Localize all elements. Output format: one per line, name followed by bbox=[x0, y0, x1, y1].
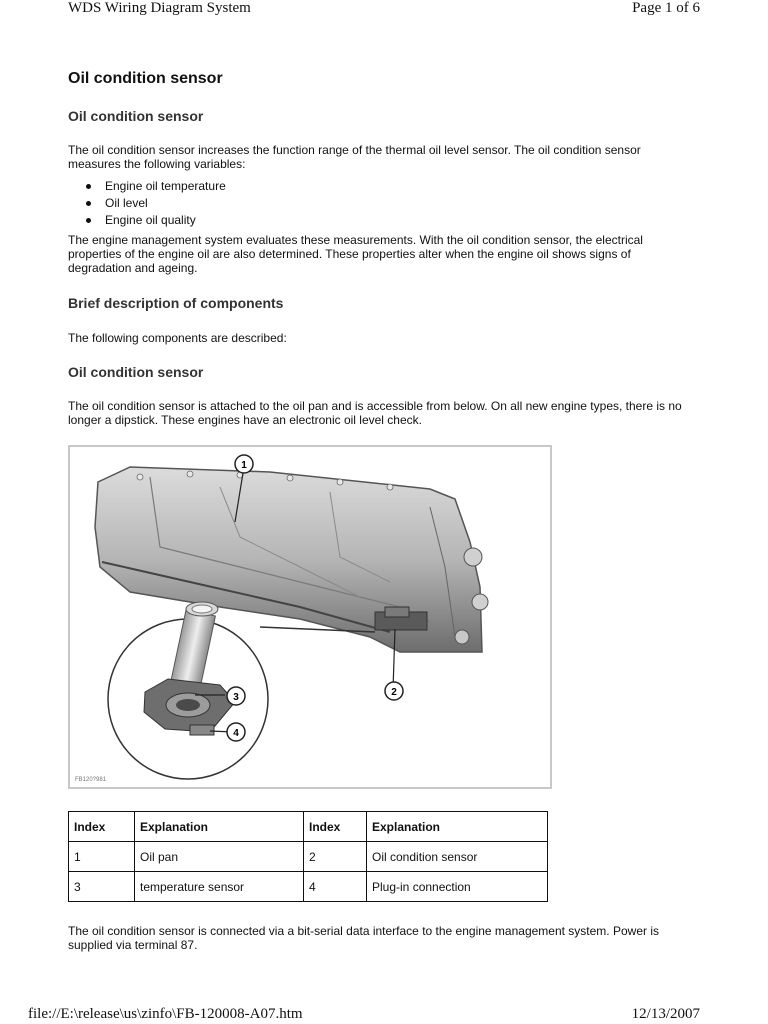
table-row bbox=[69, 872, 548, 902]
sensor-paragraph: The oil condition sensor is attached to the oil pan and is accessible from below. On all new engine types, there is no longer a dipstick. These engines have an electronic oil level check. bbox=[68, 399, 682, 427]
page-number: Page 1 of 6 bbox=[632, 0, 700, 16]
table-cell: Oil condition sensor bbox=[367, 842, 548, 872]
section-heading-sensor: Oil condition sensor bbox=[68, 364, 204, 380]
header-title: WDS Wiring Diagram System bbox=[68, 0, 251, 16]
column-header: Index bbox=[69, 812, 135, 842]
list-item: Engine oil temperature bbox=[86, 178, 226, 195]
table-cell: 3 bbox=[69, 872, 135, 902]
page-title: Oil condition sensor bbox=[68, 70, 223, 87]
list-item: Oil level bbox=[86, 195, 226, 212]
table-cell: Plug-in connection bbox=[367, 872, 548, 902]
table-cell: 4 bbox=[304, 872, 367, 902]
callout-3 bbox=[227, 687, 245, 705]
table-cell: 2 bbox=[304, 842, 367, 872]
print-date: 12/13/2007 bbox=[631, 1006, 700, 1022]
callout-4 bbox=[227, 723, 245, 741]
column-header: Index bbox=[304, 812, 367, 842]
intro-paragraph: The oil condition sensor increases the function range of the thermal oil level sensor. The oil condition sensor measures the following variables: bbox=[68, 143, 641, 171]
file-path: file://E:\release\us\zinfo\FB-120008-A07.htm bbox=[28, 1006, 303, 1022]
page-footer bbox=[28, 1006, 700, 1024]
oil-pan-drawing bbox=[70, 447, 550, 787]
closing-paragraph: The oil condition sensor is connected via a bit-serial data interface to the engine management system. Power is supplied via terminal 87. bbox=[68, 924, 659, 952]
table-cell: 1 bbox=[69, 842, 135, 872]
list-item: Engine oil quality bbox=[86, 212, 226, 229]
components-paragraph: The following components are described: bbox=[68, 331, 287, 345]
figure-code: FB120?981 bbox=[75, 777, 107, 783]
variables-list bbox=[86, 178, 226, 229]
section-heading-overview: Oil condition sensor bbox=[68, 108, 204, 124]
table-row bbox=[69, 842, 548, 872]
column-header: Explanation bbox=[367, 812, 548, 842]
oil-pan-illustration bbox=[68, 445, 552, 789]
column-header: Explanation bbox=[135, 812, 304, 842]
section-heading-components: Brief description of components bbox=[68, 295, 284, 311]
table-cell: temperature sensor bbox=[135, 872, 304, 902]
index-table bbox=[68, 811, 548, 902]
callout-1 bbox=[235, 455, 253, 473]
evaluation-paragraph: The engine management system evaluates these measurements. With the oil condition sensor, the electrical properties of the engine oil are also determined. These properties alter when the engine oil shows signs of degradation and ageing. bbox=[68, 233, 643, 275]
page-header bbox=[28, 0, 700, 22]
callout-2 bbox=[385, 682, 403, 700]
callout-label: 2 bbox=[391, 687, 397, 698]
callout-label: 4 bbox=[233, 728, 239, 739]
table-cell: Oil pan bbox=[135, 842, 304, 872]
callout-label: 1 bbox=[241, 460, 247, 471]
callout-label: 3 bbox=[233, 692, 239, 703]
table-header-row bbox=[69, 812, 548, 842]
